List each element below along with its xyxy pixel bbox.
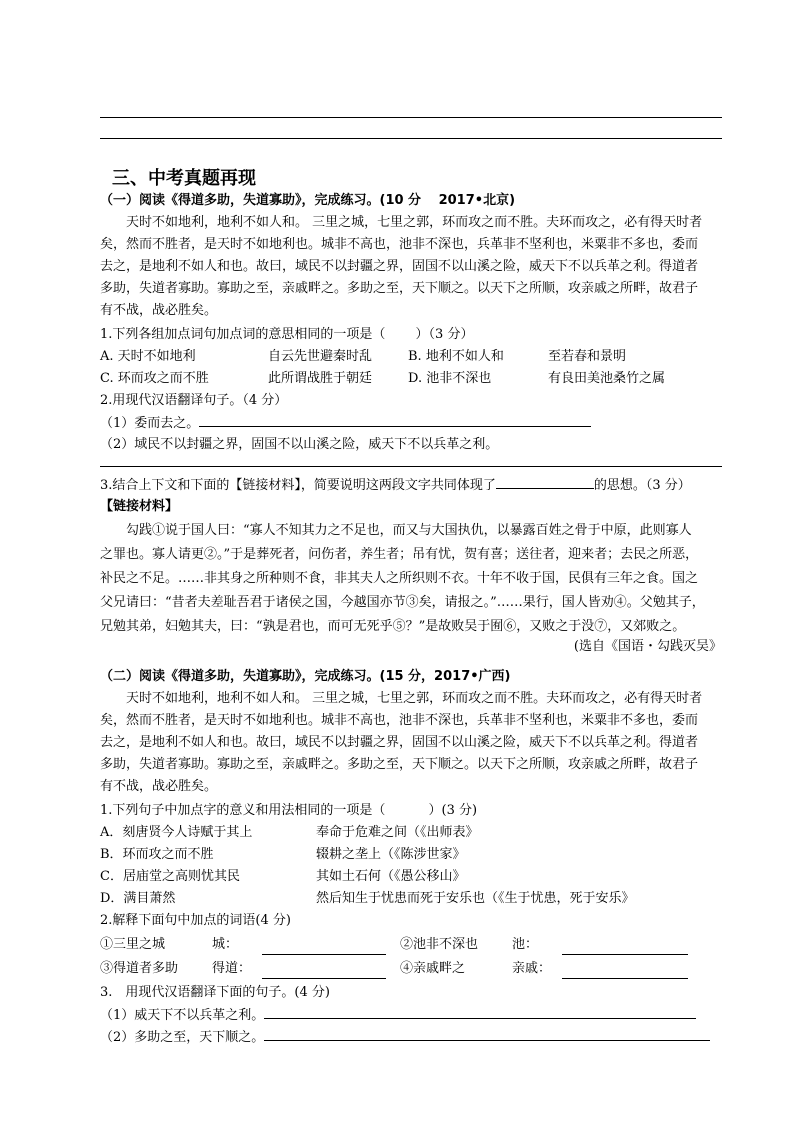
option-d-pair: 然后知生于忧患而死于安乐也（《生于忧患，死于安乐》 (316, 891, 635, 906)
q2-phrase: ④亲戚畔之 (400, 961, 466, 976)
option-a-pair: 自云先世避秦时乱 (268, 349, 373, 364)
answer-blank[interactable] (264, 1026, 710, 1041)
q2-phrase: ③得道者多助 (100, 961, 179, 976)
answer-line (100, 117, 722, 118)
link-text-line: 父兄请曰：“昔者夫差耻吾君于诸侯之国，今越国亦节③矣，请报之。”……果行，国人皆劝④。父勉其子， (100, 595, 705, 610)
answer-blank[interactable] (262, 964, 386, 979)
option-c-pair: 此所谓战胜于朝廷 (268, 371, 373, 386)
option-c-pair: 其如土石何（《愚公移山》 (316, 869, 466, 884)
part1-question-2: 2.用现代汉语翻译句子。（4 分） (100, 393, 288, 408)
part2-passage-line: 有不战，战必胜矣。 (100, 779, 218, 794)
part1-q2-item-1: （1）委而去之。 (100, 412, 591, 435)
part2-passage-line: 天时不如地利，地利不如人和。 三里之城，七里之郭，环而攻之而不胜。夫环而攻之，必有得天时者 (126, 691, 703, 706)
link-text-line: 兄勉其弟，妇勉其夫，曰：“孰是君也，而可无死乎⑤？”是故败吴于囿⑥，又败之于没⑦，又郊败之。 (100, 619, 686, 634)
q2-phrase: ②池非不深也 (400, 937, 479, 952)
part1-heading: （一）阅读《得道多助，失道寡助》，完成练习。(10 分 2017•北京) (100, 193, 516, 208)
option-d: D．满目萧然 (100, 891, 176, 906)
option-a-pair: 奉命于危难之间（《出师表》 (316, 825, 479, 840)
part2-question-3: 3. 用现代汉语翻译下面的句子。(4 分) (100, 985, 330, 1000)
q2-word: 得道： (212, 961, 252, 976)
part2-heading: （二）阅读《得道多助，失道寡助》，完成练习。(15 分，2017•广西) (100, 669, 511, 684)
q2-word: 池： (512, 937, 539, 952)
part2-passage-line: 去之，是地利不如人和也。故曰，域民不以封疆之界，固国不以山溪之险，威天下不以兵革之利。得道者 (100, 735, 699, 750)
part2-passage-line: 矣，然而不胜者，是天时不如地利也。城非不高也，池非不深也，兵革非不坚利也，米粟非不多也，委而 (100, 713, 699, 728)
answer-blank[interactable] (199, 412, 591, 427)
part2-q3-item-1: （1）威天下不以兵革之利。 (100, 1004, 696, 1027)
option-b: B. 地利不如人和 (408, 349, 504, 364)
part1-question-3: 3.结合上下文和下面的【链接材料】，简要说明这两段文字共同体现了 的思想。（3 分） (100, 474, 691, 497)
section-title: 三、中考真题再现 (112, 168, 256, 189)
answer-blank[interactable] (264, 1004, 696, 1019)
part1-question-1: 1.下列各组加点词句加点词的意思相同的一项是（ ）（3 分） (100, 327, 474, 342)
q2-phrase: ①三里之城 (100, 937, 166, 952)
option-b: B．环而攻之而不胜 (100, 847, 214, 862)
option-c: C. 环而攻之而不胜 (100, 371, 209, 386)
part1-passage-line: 有不战，战必胜矣。 (100, 303, 218, 318)
part2-q3-item-2: （2）多助之至，天下顺之。 (100, 1026, 710, 1049)
part1-passage-line: 矣，然而不胜者，是天时不如地利也。城非不高也，池非不深也，兵革非不坚利也，米粟非不多也，委而 (100, 237, 699, 252)
option-c: C．居庙堂之高则忧其民 (100, 869, 240, 884)
part1-passage-line: 去之，是地利不如人和也。故曰，域民不以封疆之界，固国不以山溪之险，威天下不以兵革之利。得道者 (100, 259, 699, 274)
part2-question-1: 1.下列句子中加点字的意义和用法相同的一项是（ ）(3 分) (100, 803, 478, 818)
answer-blank[interactable] (496, 474, 594, 489)
q2-word: 城： (212, 937, 239, 952)
link-text-line: 补民之不足。……非其身之所种则不食，非其夫人之所织则不衣。十年不收于国，民俱有三年之食。国之 (100, 571, 699, 586)
part1-q2-item-2: （2）域民不以封疆之界，固国不以山溪之险，威天下不以兵革之利。 (100, 437, 499, 452)
option-d: D. 池非不深也 (408, 371, 492, 386)
q2-word: 亲戚： (512, 961, 552, 976)
part1-passage-line: 多助，失道者寡助。寡助之至，亲戚畔之。多助之至，天下顺之。以天下之所顺，攻亲戚之所畔，故君子 (100, 281, 699, 296)
option-b-pair: 至若春和景明 (548, 349, 627, 364)
part1-passage-line: 天时不如地利，地利不如人和。 三里之城，七里之郭，环而攻之而不胜。夫环而攻之，必有得天时者 (126, 215, 703, 230)
answer-line (100, 138, 722, 139)
option-a: A. 天时不如地利 (100, 349, 196, 364)
option-d-pair: 有良田美池桑竹之属 (548, 371, 666, 386)
part2-question-2: 2.解释下面句中加点的词语(4 分) (100, 913, 291, 928)
link-text-line: 之罪也。寡人请更②。”于是葬死者，问伤者，养生者；吊有忧，贺有喜；送往者，迎来者；去民之所恶， (100, 547, 699, 562)
link-text-line: 勾践①说于国人曰：“寡人不知其力之不足也，而又与大国执仇，以暴露百姓之骨于中原，此则寡人 (126, 523, 692, 538)
option-a: A．刻唐贤今人诗赋于其上 (100, 825, 253, 840)
answer-blank[interactable] (262, 940, 386, 955)
answer-blank[interactable] (562, 964, 688, 979)
link-heading: 【链接材料】 (100, 499, 179, 514)
part2-passage-line: 多助，失道者寡助。寡助之至，亲戚畔之。多助之至，天下顺之。以天下之所顺，攻亲戚之所畔，故君子 (100, 757, 699, 772)
answer-line[interactable] (100, 466, 722, 467)
answer-blank[interactable] (562, 940, 688, 955)
option-b-pair: 辍耕之垄上（《陈涉世家》 (316, 847, 466, 862)
link-source: (选自《国语・勾践灭吴》 (573, 639, 722, 654)
